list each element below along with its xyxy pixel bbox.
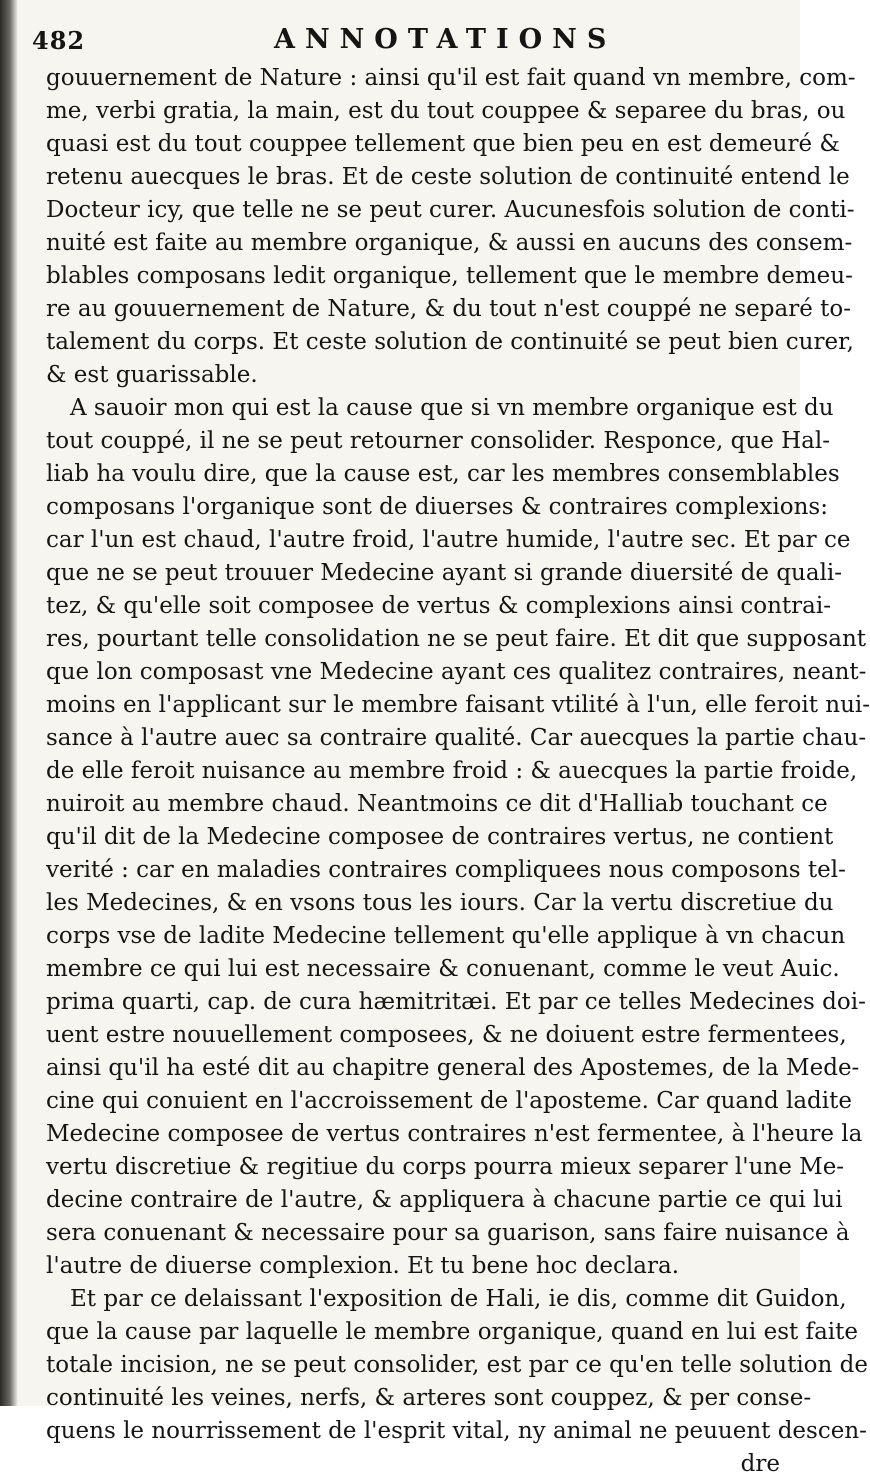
text-line: vertu discretiue & regitiue du corps pourra mieux separer l'une Me-	[46, 1154, 845, 1180]
text-line: Medecine composee de vertus contraires n'est fermentee, à l'heure la	[46, 1121, 863, 1147]
text-line: moins en l'applicant sur le membre faisant vtilité à l'un, elle feroit nui-	[46, 692, 870, 718]
text-line: quasi est du tout couppee tellement que bien peu en est demeuré &	[46, 131, 840, 157]
text-line: tout couppé, il ne se peut retourner consolider. Responce, que Hal-	[46, 428, 831, 454]
text-line: car l'un est chaud, l'autre froid, l'autre humide, l'autre sec. Et par ce	[46, 527, 851, 553]
text-line: que lon composast vne Medecine ayant ces qualitez contraires, neant-	[46, 659, 867, 685]
text-line: decine contraire de l'autre, & appliquera à chacune partie ce qui lui	[46, 1187, 843, 1213]
text-line: verité : car en maladies contraires compliquees nous composons tel-	[46, 857, 846, 883]
page-number: 482	[32, 26, 86, 55]
text-line: me, verbi gratia, la main, est du tout couppee & separee du bras, ou	[46, 98, 846, 124]
text-line: que la cause par laquelle le membre organique, quand en lui est faite	[46, 1319, 858, 1345]
text-line: continuité les veines, nerfs, & arteres sont couppez, & per conse-	[46, 1385, 812, 1411]
text-line: & est guarissable.	[46, 362, 258, 388]
text-line: sera conuenant & necessaire pour sa guarison, sans faire nuisance à	[46, 1220, 850, 1246]
text-line: sance à l'autre auec sa contraire qualité. Car auecques la partie chau-	[46, 725, 867, 751]
text-line: membre ce qui lui est necessaire & conuenant, comme le veut Auic.	[46, 956, 840, 982]
text-line: les Medecines, & en vsons tous les iours. Car la vertu discretiue du	[46, 890, 834, 916]
text-line: corps vse de ladite Medecine tellement qu'elle applique à vn chacun	[46, 923, 846, 949]
text-line: retenu auecques le bras. Et de ceste solution de continuité entend le	[46, 164, 850, 190]
text-line: nuiroit au membre chaud. Neantmoins ce dit d'Halliab touchant ce	[46, 791, 828, 817]
text-line: tez, & qu'elle soit composee de vertus & complexions ainsi contrai-	[46, 593, 831, 619]
text-line: gouuernement de Nature : ainsi qu'il est fait quand vn membre, com-	[46, 65, 856, 91]
running-title: ANNOTATIONS	[274, 24, 617, 55]
paragraph-start-line: A sauoir mon qui est la cause que si vn membre organique est du	[70, 395, 834, 421]
text-line: qu'il dit de la Medecine composee de contraires vertus, ne contient	[46, 824, 834, 850]
text-line: cine qui conuient en l'accroissement de l'aposteme. Car quand ladite	[46, 1088, 852, 1114]
text-line: res, pourtant telle consolidation ne se peut faire. Et dit que supposant	[46, 626, 867, 652]
catchword: dre	[740, 1451, 780, 1477]
text-line: totale incision, ne se peut consolider, est par ce qu'en telle solution de	[46, 1352, 868, 1378]
running-head	[32, 24, 780, 60]
text-line: que ne se peut trouuer Medecine ayant si grande diuersité de quali-	[46, 560, 843, 586]
paragraph-start-line: Et par ce delaissant l'exposition de Hali, ie dis, comme dit Guidon,	[70, 1286, 847, 1312]
text-body	[46, 62, 870, 1481]
text-line: quens le nourrissement de l'esprit vital, ny animal ne peuuent descen-	[46, 1418, 867, 1444]
text-line: Docteur icy, que telle ne se peut curer. Aucunesfois solution de conti-	[46, 197, 855, 223]
text-line: liab ha voulu dire, que la cause est, car les membres consemblables	[46, 461, 840, 487]
text-line: blables composans ledit organique, tellement que le membre demeu-	[46, 263, 853, 289]
text-line: l'autre de diuerse complexion. Et tu bene hoc declara.	[46, 1253, 680, 1279]
text-line: prima quarti, cap. de cura hæmitritæi. Et par ce telles Medecines doi-	[46, 989, 866, 1015]
text-line: de elle feroit nuisance au membre froid : & auecques la partie froide,	[46, 758, 858, 784]
text-line: re au gouuernement de Nature, & du tout n'est couppé ne separé to-	[46, 296, 851, 322]
text-line: talement du corps. Et ceste solution de continuité se peut bien curer,	[46, 329, 854, 355]
text-line: composans l'organique sont de diuerses & contraires complexions:	[46, 494, 828, 520]
text-line: nuité est faite au membre organique, & aussi en aucuns des consem-	[46, 230, 853, 256]
text-line: ainsi qu'il ha esté dit au chapitre general des Apostemes, de la Mede-	[46, 1055, 860, 1081]
text-line: uent estre nouuellement composees, & ne doiuent estre fermentees,	[46, 1022, 847, 1048]
